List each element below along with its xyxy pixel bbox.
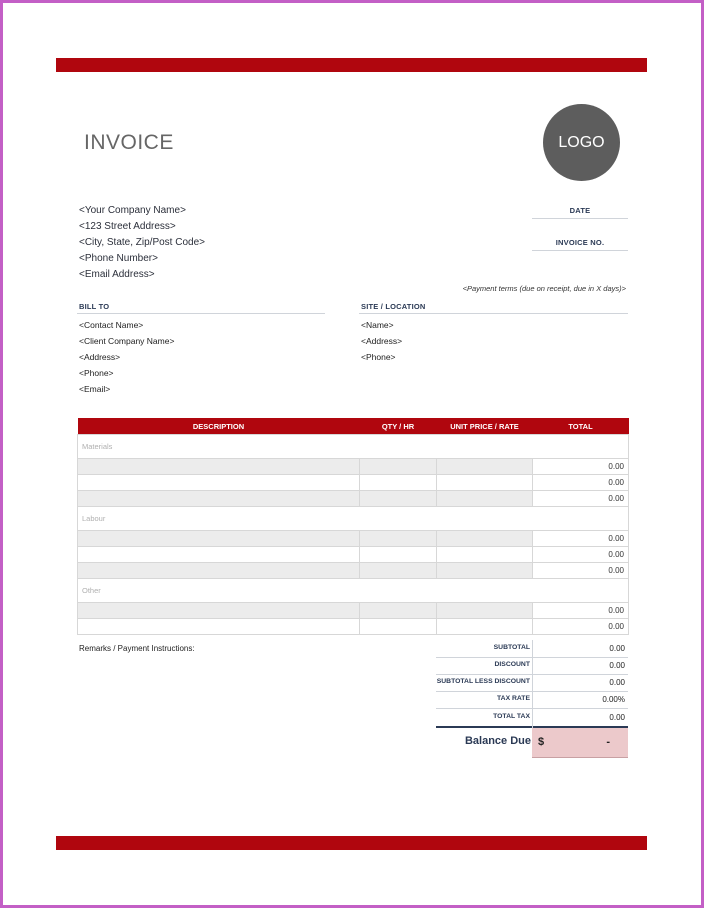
cell-qty[interactable] [360,619,437,635]
cell-total: 0.00 [533,563,629,579]
cell-qty[interactable] [360,491,437,507]
cell-unit-price[interactable] [437,531,533,547]
site-label: SITE / LOCATION [361,302,426,311]
cell-total: 0.00 [533,603,629,619]
logo-placeholder: LOGO [543,104,620,181]
total-tax-value: 0.00 [609,713,625,722]
cell-qty[interactable] [360,563,437,579]
cell-unit-price[interactable] [437,491,533,507]
cell-total: 0.00 [533,619,629,635]
balance-value: - [606,736,610,748]
col-description: DESCRIPTION [78,418,360,435]
payment-terms: <Payment terms (due on receipt, due in X days)> [462,284,626,293]
tax-rate-label: TAX RATE [497,695,530,702]
invoice-no-field[interactable] [532,250,628,251]
company-name: <Your Company Name> [79,205,186,216]
balance-due-label: Balance Due [464,735,531,747]
top-accent-bar [56,58,647,72]
subtotal-less-discount-label: SUBTOTAL LESS DISCOUNT [436,678,530,685]
table-row[interactable] [78,547,629,563]
line-items-table [77,418,629,635]
cell-total: 0.00 [533,491,629,507]
table-row[interactable] [78,619,629,635]
cell-unit-price[interactable] [437,547,533,563]
cell-description[interactable] [78,475,360,491]
cell-qty[interactable] [360,547,437,563]
cell-description[interactable] [78,603,360,619]
table-header-row [78,418,629,435]
cell-total: 0.00 [533,547,629,563]
bill-to-email: <Email> [79,384,111,394]
bill-to-label: BILL TO [79,302,110,311]
section-labour: Labour [78,507,629,531]
summary-divider [532,640,533,728]
col-total: TOTAL [533,418,629,435]
date-field[interactable] [532,218,628,219]
bottom-accent-bar [56,836,647,850]
bill-to-rule [77,313,325,314]
bill-to-company: <Client Company Name> [79,336,175,346]
company-phone: <Phone Number> [79,253,158,264]
company-street: <123 Street Address> [79,221,176,232]
table-row[interactable] [78,491,629,507]
site-rule [359,313,628,314]
cell-total: 0.00 [533,531,629,547]
site-address: <Address> [361,336,403,346]
bill-to-contact: <Contact Name> [79,320,144,330]
date-label: DATE [569,206,591,215]
section-other: Other [78,579,629,603]
cell-unit-price[interactable] [437,459,533,475]
cell-description[interactable] [78,491,360,507]
col-unit-price: UNIT PRICE / RATE [437,418,533,435]
bill-to-phone: <Phone> [79,368,114,378]
table-row[interactable] [78,459,629,475]
section-row [78,579,629,603]
table-row[interactable] [78,603,629,619]
bill-to-address: <Address> [79,352,121,362]
subtotal-value: 0.00 [609,644,625,653]
balance-due-box [532,728,628,758]
company-city: <City, State, Zip/Post Code> [79,237,205,248]
invoice-no-label: INVOICE NO. [555,238,605,247]
balance-currency: $ [538,736,545,748]
cell-total: 0.00 [533,475,629,491]
section-row [78,507,629,531]
section-materials: Materials [78,435,629,459]
discount-label: DISCOUNT [494,661,530,668]
tax-rate-value[interactable]: 0.00% [602,695,625,704]
discount-value[interactable]: 0.00 [609,661,625,670]
col-qty: QTY / HR [360,418,437,435]
table-row[interactable] [78,475,629,491]
invoice-title: INVOICE [84,131,174,154]
section-row [78,435,629,459]
cell-description[interactable] [78,547,360,563]
cell-qty[interactable] [360,475,437,491]
subtotal-label: SUBTOTAL [493,644,530,651]
table-row[interactable] [78,531,629,547]
site-name: <Name> [361,320,394,330]
cell-qty[interactable] [360,531,437,547]
site-phone: <Phone> [361,352,396,362]
cell-qty[interactable] [360,603,437,619]
remarks-label: Remarks / Payment Instructions: [79,644,195,653]
cell-qty[interactable] [360,459,437,475]
total-tax-label: TOTAL TAX [493,713,530,720]
cell-description[interactable] [78,531,360,547]
subtotal-less-discount-value: 0.00 [609,678,625,687]
cell-unit-price[interactable] [437,563,533,579]
table-row[interactable] [78,563,629,579]
cell-description[interactable] [78,619,360,635]
cell-description[interactable] [78,563,360,579]
cell-description[interactable] [78,459,360,475]
company-email: <Email Address> [79,269,155,280]
cell-total: 0.00 [533,459,629,475]
cell-unit-price[interactable] [437,603,533,619]
cell-unit-price[interactable] [437,619,533,635]
cell-unit-price[interactable] [437,475,533,491]
